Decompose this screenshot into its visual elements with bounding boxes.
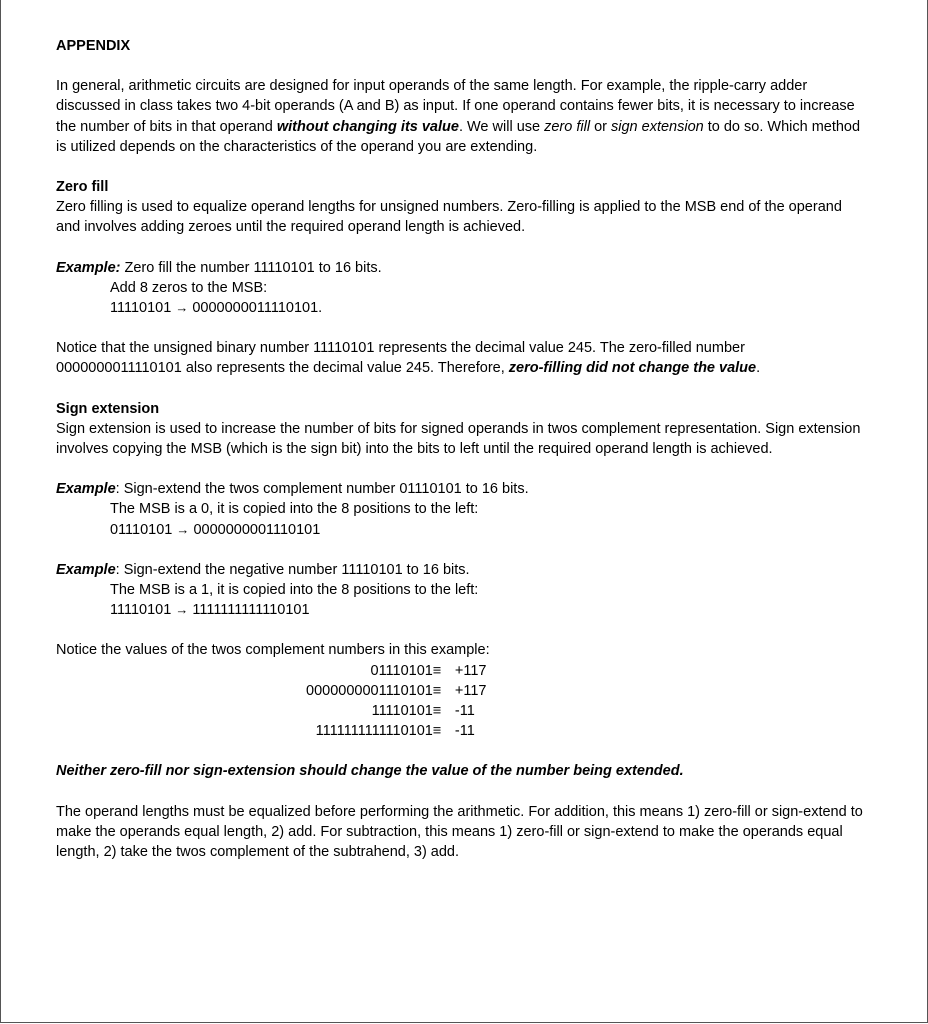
example-1-text: : Sign-extend the twos complement number 01110101 to 16 bits. [115,481,529,498]
example-2-to: 1111111111110101 [192,602,310,619]
sign-extension-body: Sign extension is used to increase the number of bits for signed operands in twos complement representation. Sign extension involves copying the MSB (which is the sign bit) into the bits to left until the required operand length is achieved. [56,420,861,458]
conclusion-statement: Neither zero-fill nor sign-extension should change the value of the number being extended. [56,763,684,780]
example-1-line [56,479,866,499]
notice-paragraph-1 [56,338,866,378]
table-row [306,701,486,721]
example-2-conversion [56,600,866,620]
sign-extension-heading: Sign extension [56,400,160,417]
equivalence-symbol: ≡ [432,723,442,740]
sign-extension-example-2 [56,560,866,621]
right-arrow-icon: → [175,300,189,316]
example-1-label: Example [56,481,116,498]
values-table [306,661,486,742]
intro-paragraph [56,76,866,157]
example-2-step: The MSB is a 1, it is copied into the 8 positions to the left: [110,582,479,599]
sign-extension-example-1 [56,479,866,540]
zero-fill-conversion [56,298,866,318]
document-page [56,36,866,882]
notice-values-block [56,640,866,741]
notice-1-end: . [756,360,761,377]
example-2-label: Example [56,561,116,578]
example-label: Example: [56,259,121,276]
zero-fill-step: Add 8 zeros to the MSB: [110,279,268,296]
zero-fill-example [56,258,866,319]
zero-fill-body: Zero filling is used to equalize operand lengths for unsigned numbers. Zero-filling is applied to the MSB end of the operand and involves adding zeroes until the required operand length is achieved. [56,199,842,236]
equivalence-symbol: ≡ [432,703,442,720]
notice-1-text: Notice that the unsigned binary number 11110101 represents the decimal value 245. The zero-filled number 0000000011110101 also represents the decimal value 245. Therefore, [56,340,745,377]
intro-sign-extension-term: sign extension [611,118,704,135]
intro-or: or [590,118,611,135]
intro-text-3: to do so. Which method is utilized depends on the characteristics of the operand you are extending. [56,118,861,155]
conversion-from: 11110101 [110,300,172,317]
final-paragraph: The operand lengths must be equalized before performing the arithmetic. For addition, this means 1) zero-fill or sign-extend to make the operands equal length, 2) add. For subtraction, this means 1) zero-fill or sign-extend to make the operands equal length, 2) take the twos complement of the subtrahend, 3) add. [56,803,863,861]
binary-value: 11110101 [371,703,433,720]
zero-fill-example-line [56,258,866,278]
decimal-value: -11 [454,723,475,740]
equivalence-symbol: ≡ [432,662,442,679]
right-arrow-icon: → [176,521,190,537]
example-2-line [56,560,866,580]
decimal-value: +117 [454,662,487,679]
example-1-to: 0000000001110101 [193,521,321,538]
table-row [306,681,486,701]
example-1-conversion [56,520,866,540]
binary-value: 1111111111110101 [315,723,433,740]
binary-value: 01110101 [370,662,433,679]
example-text: Zero fill the number 11110101 to 16 bits. [120,259,382,276]
binary-value: 0000000001110101 [306,682,433,699]
intro-zero-fill-term: zero fill [544,118,591,135]
intro-emphasis: without changing its value [276,118,459,135]
decimal-value: -11 [454,703,475,720]
table-row [306,721,486,741]
zero-fill-heading: Zero fill [56,179,109,196]
conversion-to: 0000000011110101. [192,300,323,317]
equivalence-symbol: ≡ [432,682,442,699]
example-2-from: 11110101 [110,602,172,619]
right-arrow-icon: → [175,602,189,618]
appendix-title: APPENDIX [56,38,131,54]
example-1-step: The MSB is a 0, it is copied into the 8 positions to the left: [110,501,479,518]
example-2-text: : Sign-extend the negative number 11110101 to 16 bits. [115,561,470,578]
intro-text-2: . We will use [458,118,545,135]
example-1-from: 01110101 [110,521,173,538]
table-row [306,661,486,681]
decimal-value: +117 [454,682,487,699]
intro-text-1: In general, arithmetic circuits are designed for input operands of the same length. For example, the ripple-carry adder discussed in class takes two 4-bit operands (A and B) as input. If one operand contains fewer bits, it is necessary to increase the number of bits in that operand [56,78,855,135]
notice-1-emphasis: zero-filling did not change the value [508,360,757,377]
notice-2-intro: Notice the values of the twos complement numbers in this example: [56,642,490,659]
